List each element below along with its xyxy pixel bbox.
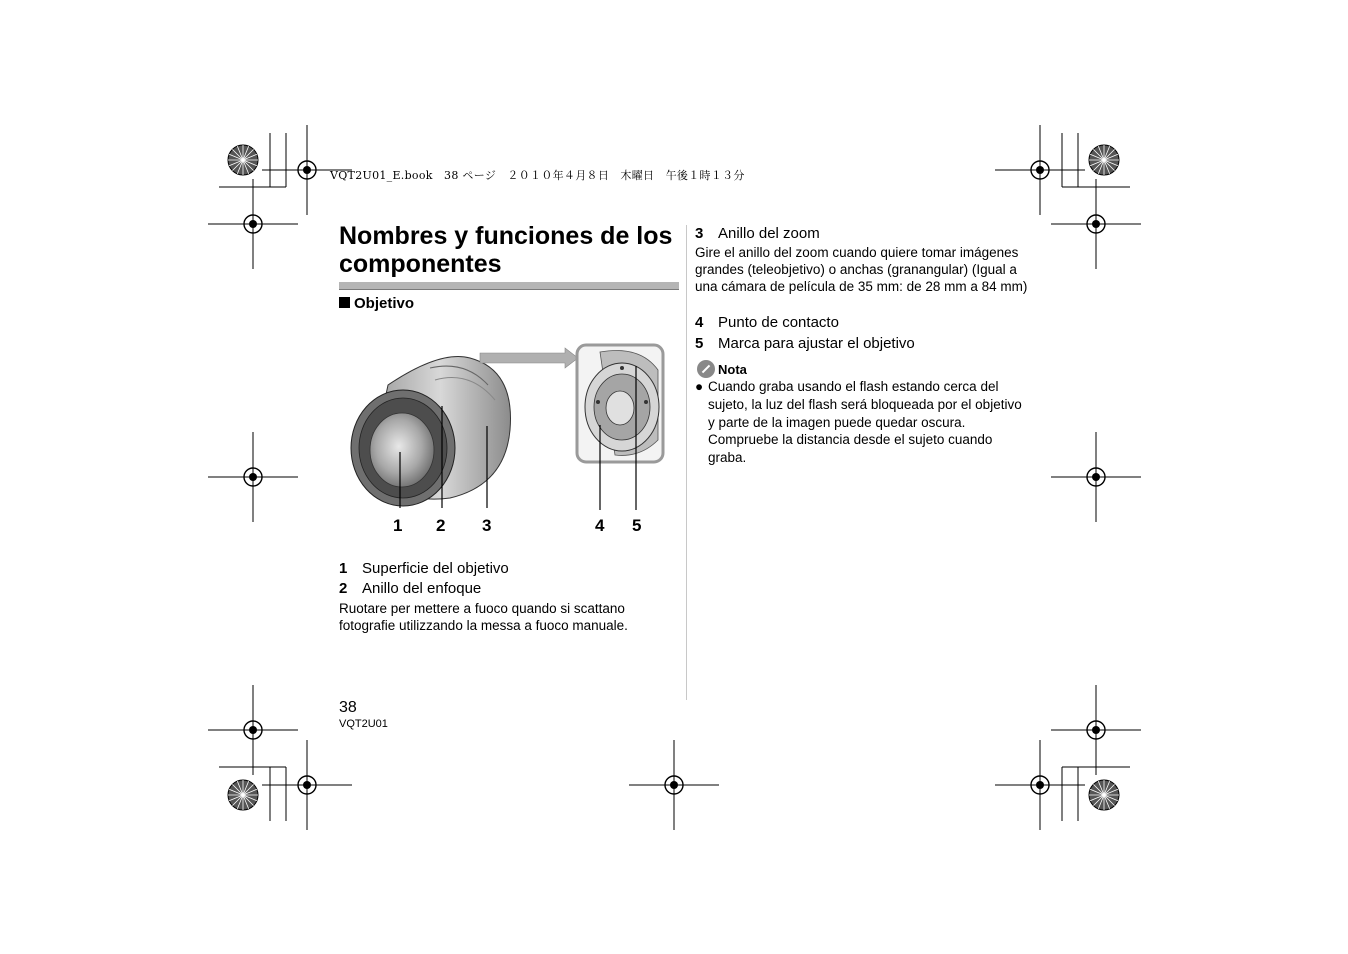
crosshair-icon [262,740,352,830]
lens-front-view [351,357,511,508]
print-header-line: VQT2U01_E.book 38 ページ ２０１０年４月８日 木曜日 午後１時１３分 [330,169,745,182]
callout-4: 4 [595,516,605,535]
note-pencil-icon [697,360,715,378]
note-heading [697,360,747,378]
star-registration-icon [228,145,258,175]
item-number: 5 [695,335,704,352]
callout-3: 3 [482,516,492,535]
star-registration-icon [1089,780,1119,810]
list-item [339,580,481,597]
crosshair-icon [1051,685,1141,775]
item-number: 1 [339,560,348,577]
column-divider [686,225,687,700]
crosshair-icon [1051,179,1141,269]
crosshair-icon [995,740,1085,830]
item-label: Anillo del enfoque [362,580,482,597]
list-item [695,335,915,352]
callout-5: 5 [632,516,642,535]
list-item [695,225,820,242]
crosshair-icon [1051,432,1141,522]
crosshair-icon [629,740,719,830]
list-item [339,560,509,577]
item-label: Marca para ajustar el objetivo [718,335,915,352]
item-label: Anillo del zoom [718,225,820,242]
item-description: Ruotare per mettere a fuoco quando si scattano fotografie utilizzando la messa a fuoco manuale. [339,601,628,633]
item-number: 2 [339,580,348,597]
square-bullet-icon [339,297,350,308]
callout-1: 1 [393,516,403,535]
item-number: 4 [695,314,704,331]
title-underline-bar [339,282,679,290]
note-text: Cuando graba usando el flash estando cerca del sujeto, la luz del flash será bloqueada por el objetivo y parte de la imagen puede quedar oscura. Compruebe la distancia desde el sujeto cuando graba. [708,379,1022,466]
section-heading [339,295,414,312]
bullet-icon: ● [695,379,704,394]
lens-illustration [340,340,680,550]
note-title: Nota [718,362,747,377]
callout-2: 2 [436,516,446,535]
item-number: 3 [695,225,704,242]
lens-rear-view-inset [577,345,663,510]
item-label: Superficie del objetivo [362,560,509,577]
note-body [695,378,1030,467]
page-title: Nombres y funciones de los componentes [339,222,673,278]
list-item [695,314,839,331]
page-number: 38 [339,699,357,716]
crosshair-icon [208,685,298,775]
item-description: Gire el anillo del zoom cuando quiere tomar imágenes grandes (teleobjetivo) o anchas (granangular) (Igual a una cámara de película de 35 mm: de 28 mm a 84 mm) [695,245,1028,294]
model-code: VQT2U01 [339,718,388,730]
section-label: Objetivo [354,295,415,312]
star-registration-icon [1089,145,1119,175]
crosshair-icon [208,179,298,269]
item-label: Punto de contacto [718,314,839,331]
crosshair-icon [208,432,298,522]
star-registration-icon [228,780,258,810]
arrow-right-icon [480,348,578,368]
crosshair-icon [995,125,1085,215]
